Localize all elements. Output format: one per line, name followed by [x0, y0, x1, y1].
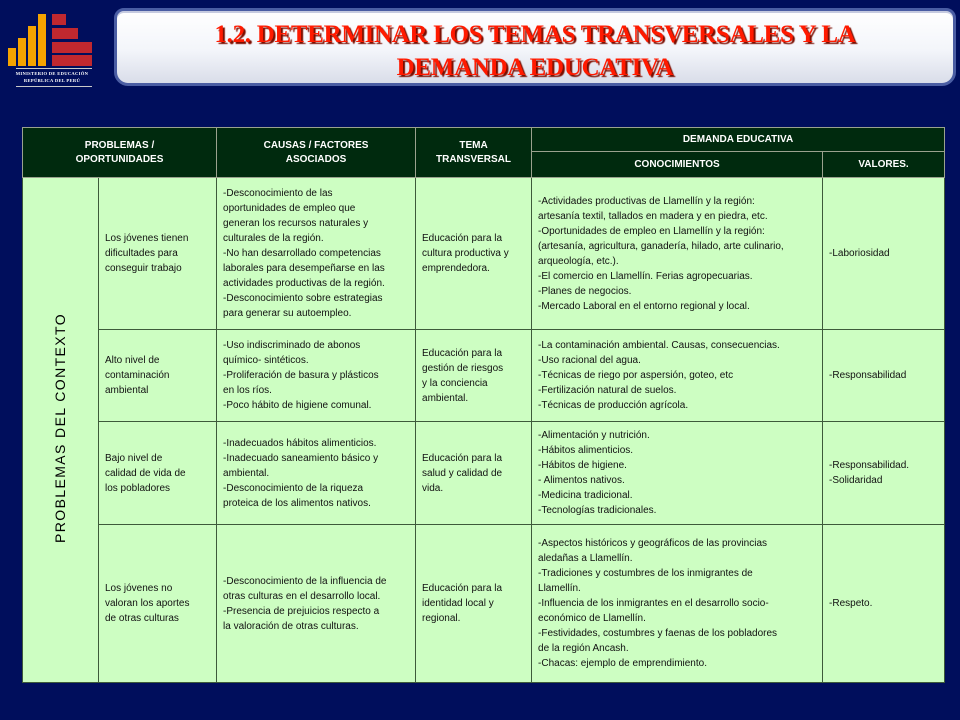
row-2-tema: Educación para la gestión de riesgos y la conciencia ambiental. — [416, 330, 532, 422]
header-valores: VALORES. — [823, 152, 945, 178]
demand-table — [22, 127, 945, 683]
row-2-conocimientos: -La contaminación ambiental. Causas, consecuencias. -Uso racional del agua. -Técnicas de riego por aspersión, goteo, etc -Fertilización natural de suelos. -Técnicas de producción agrícola. — [532, 330, 823, 422]
row-4-tema: Educación para la identidad local y regional. — [416, 525, 532, 683]
header-demanda: DEMANDA EDUCATIVA — [532, 128, 945, 152]
row-4-problema: Los jóvenes no valoran los aportes de otras culturas — [99, 525, 217, 683]
header-problemas: PROBLEMAS / OPORTUNIDADES — [23, 128, 217, 178]
title-line-1: 1.2. DETERMINAR LOS TEMAS TRANSVERSALES Y LA — [214, 21, 856, 48]
row-3-tema: Educación para la salud y calidad de vida. — [416, 422, 532, 525]
title-line-2: DEMANDA EDUCATIVA — [396, 54, 674, 81]
ministry-logo-icon — [6, 8, 98, 68]
row-1-causas: -Desconocimiento de las oportunidades de empleo que generan los recursos naturales y culturales de la región. -No han desarrollado competencias laborales para desempeñarse en las actividades productivas de la región. -Desconocimiento sobre estrategias para generar su autoempleo. — [217, 178, 416, 330]
header-conocimientos: CONOCIMIENTOS — [532, 152, 823, 178]
row-1-tema: Educación para la cultura productiva y emprendedora. — [416, 178, 532, 330]
row-4-valores: -Respeto. — [823, 525, 945, 683]
row-2-valores: -Responsabilidad — [823, 330, 945, 422]
ministry-logo — [6, 8, 98, 92]
row-2-problema: Alto nivel de contaminación ambiental — [99, 330, 217, 422]
logo-ministry-text: MINISTERIO DE EDUCACIÓN — [15, 71, 89, 76]
side-label-cell — [23, 178, 99, 683]
row-4-conocimientos: -Aspectos históricos y geográficos de las provincias aledañas a Llamellín. -Tradiciones y costumbres de los inmigrantes de Llamellín. -Influencia de los inmigrantes en el desarrollo socio- económico de Llamellín. -Festividades, costumbres y faenas de los pobladores de la región Ancash. -Chacas: ejemplo de emprendimiento. — [532, 525, 823, 683]
row-2-causas: -Uso indiscriminado de abonos químico- sintéticos. -Proliferación de basura y plásticos en los ríos. -Poco hábito de higiene comunal. — [217, 330, 416, 422]
side-label: PROBLEMAS DEL CONTEXTO — [52, 312, 68, 543]
title-banner — [114, 8, 956, 86]
row-3-causas: -Inadecuados hábitos alimenticios. -Inadecuado saneamiento básico y ambiental. -Desconocimiento de la riqueza proteica de los alimentos nativos. — [217, 422, 416, 525]
row-3-conocimientos: -Alimentación y nutrición. -Hábitos alimenticios. -Hábitos de higiene. - Alimentos nativos. -Medicina tradicional. -Tecnologías tradicionales. — [532, 422, 823, 525]
row-1-conocimientos: -Actividades productivas de Llamellín y la región: artesanía textil, tallados en madera y en piedra, etc. -Oportunidades de empleo en Llamellín y la región: (artesanía, agricultura, ganadería, hilado, arte culinario, arqueología, etc.). -El comercio en Llamellín. Ferias agropecuarias. -Planes de negocios. -Mercado Laboral en el entorno regional y local. — [532, 178, 823, 330]
row-1-valores: -Laboriosidad — [823, 178, 945, 330]
header-tema: TEMA TRANSVERSAL — [416, 128, 532, 178]
row-4-causas: -Desconocimiento de la influencia de otras culturas en el desarrollo local. -Presencia de prejuicios respecto a la valoración de otras culturas. — [217, 525, 416, 683]
row-3-valores: -Responsabilidad. -Solidaridad — [823, 422, 945, 525]
row-1-problema: Los jóvenes tienen dificultades para conseguir trabajo — [99, 178, 217, 330]
row-3-problema: Bajo nivel de calidad de vida de los pobladores — [99, 422, 217, 525]
header-causas: CAUSAS / FACTORES ASOCIADOS — [217, 128, 416, 178]
logo-republic-text: REPÚBLICA DEL PERÚ — [23, 78, 81, 83]
